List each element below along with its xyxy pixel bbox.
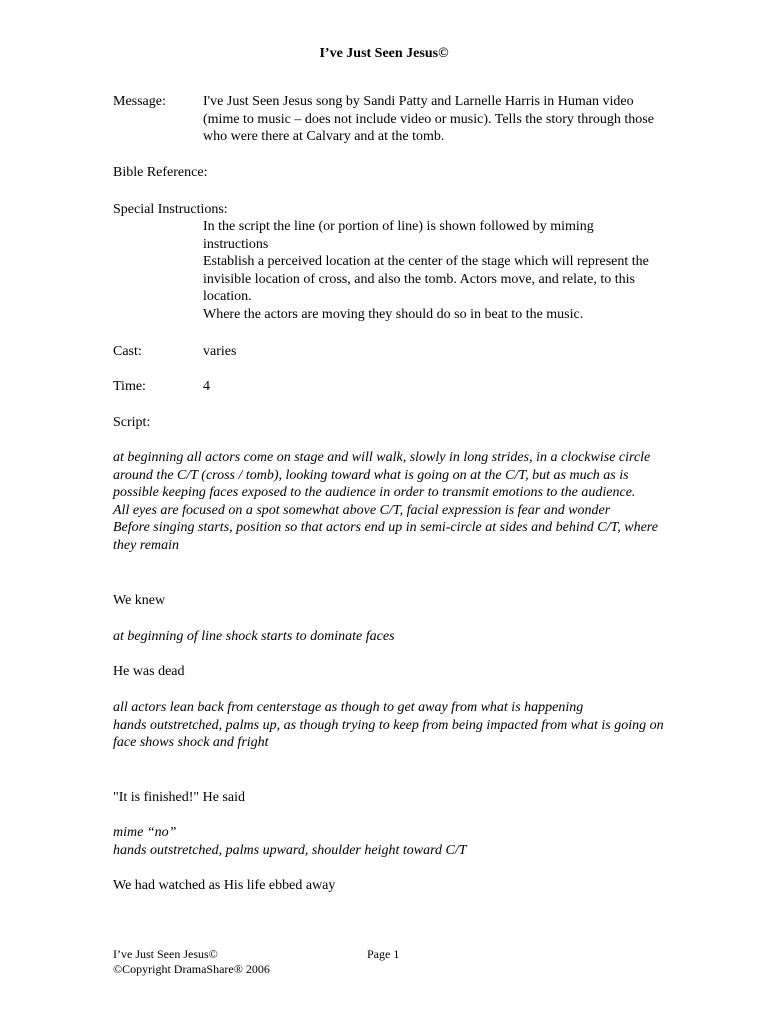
stage-direction: face shows shock and fright (113, 735, 269, 750)
script-intro-direction (113, 449, 668, 554)
time-value: 4 (203, 379, 210, 394)
document-title: I’ve Just Seen Jesus© (319, 46, 449, 61)
special-instruction-item: Establish a perceived location at the center of the stage which will represent the invisible location of cross, and also the tomb. Actors move, and relate, to this location. (203, 254, 649, 304)
page-number: Page 1 (367, 947, 400, 961)
cast-label: Cast: (113, 344, 142, 359)
footer-left (113, 947, 270, 977)
message-label: Message: (113, 94, 166, 109)
bible-reference-label: Bible Reference: (113, 165, 208, 180)
stage-direction: all actors lean back from centerstage as though to get away from what is happening (113, 700, 584, 715)
stage-direction: Before singing starts, position so that actors end up in semi-circle at sides and behind C/T, where they remain (113, 520, 658, 553)
script-line: We knew (113, 593, 166, 608)
stage-direction: at beginning all actors come on stage and will walk, slowly in long strides, in a clockwise circle around the C/T (cross / tomb), looking toward what is going on at the C/T, but as much as is possible keeping faces exposed to the audience in order to transmit emotions to the audience. (113, 450, 651, 500)
stage-direction: hands outstretched, palms upward, shoulder height toward C/T (113, 842, 467, 858)
script-direction-block (113, 699, 668, 752)
stage-direction: mime “no” (113, 825, 177, 840)
message-value: I've Just Seen Jesus song by Sandi Patty and Larnelle Harris in Human video (mime to music – does not include video or music). Tells the story through those who were there at Calvary and at the tomb. (203, 94, 654, 144)
cast-value: varies (203, 344, 237, 359)
stage-direction: hands outstretched, palms up, as though trying to keep from being impacted from what is going on (113, 717, 664, 733)
special-instruction-item: Where the actors are moving they should do so in beat to the music. (203, 306, 584, 322)
script-line: We had watched as His life ebbed away (113, 878, 336, 893)
script-label: Script: (113, 415, 151, 430)
stage-direction: at beginning of line shock starts to dominate faces (113, 629, 395, 644)
special-instructions-label: Special Instructions: (113, 202, 228, 217)
time-label: Time: (113, 379, 146, 394)
special-instruction-item: In the script the line (or portion of line) is shown followed by miming instructions (203, 219, 594, 252)
footer-doc-title: I’ve Just Seen Jesus© (113, 947, 218, 961)
footer-copyright: ©Copyright DramaShare® 2006 (113, 962, 270, 976)
stage-direction: All eyes are focused on a spot somewhat above C/T, facial expression is fear and wonder (113, 502, 611, 518)
script-direction-block (113, 824, 668, 859)
script-line: "It is finished!" He said (113, 790, 245, 805)
script-line: He was dead (113, 664, 185, 679)
special-instructions-list (203, 218, 658, 323)
